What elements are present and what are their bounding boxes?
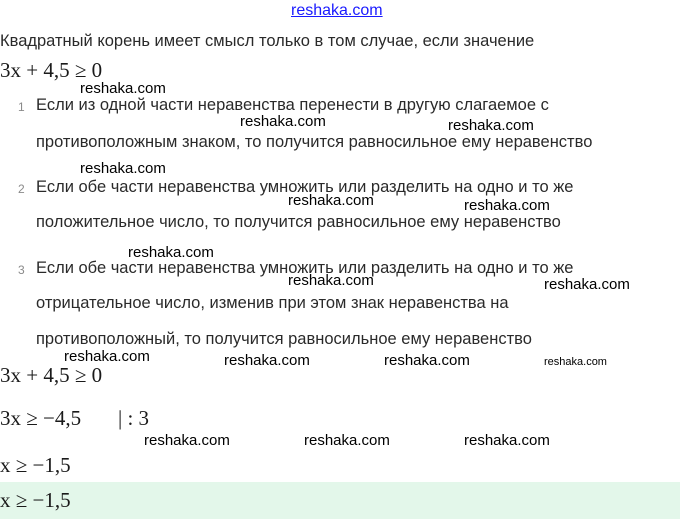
rule-line: Если из одной части неравенства перенести в другую слагаемое с [36, 96, 549, 114]
rule-line: противоположным знаком, то получится равносильное ему неравенство [36, 133, 593, 151]
intro-text: Квадратный корень имеет смысл только в том случае, если значение [0, 32, 535, 50]
watermark: reshaka.com [448, 117, 534, 134]
answer-box [0, 482, 680, 519]
rule-number: 2 [18, 182, 25, 196]
watermark: reshaka.com [464, 197, 550, 214]
rule-line: положительное число, то получится равносильное ему неравенство [36, 213, 561, 231]
site-link[interactable]: reshaka.com [291, 2, 383, 19]
watermark: reshaka.com [80, 80, 166, 97]
math-step-2: 3x ≥ −4,5 [0, 406, 82, 430]
rule-line: Если обе части неравенства умножить или разделить на одно и то же [36, 178, 574, 196]
answer-expression: x ≥ −1,5 [0, 488, 71, 512]
math-step-1: 3x + 4,5 ≥ 0 [0, 363, 103, 387]
rule-number: 3 [18, 263, 25, 277]
watermark: reshaka.com [288, 192, 374, 209]
watermark: reshaka.com [304, 432, 390, 449]
watermark: reshaka.com [80, 160, 166, 177]
watermark: reshaka.com [464, 432, 550, 449]
rule-line: Если обе части неравенства умножить или разделить на одно и то же [36, 259, 574, 277]
watermark: reshaka.com [144, 432, 230, 449]
watermark: reshaka.com [128, 244, 214, 261]
rule-number: 1 [18, 100, 25, 114]
math-expression-condition: 3x + 4,5 ≥ 0 [0, 58, 103, 82]
rule-line: отрицательное число, изменив при этом знак неравенства на [36, 294, 509, 312]
watermark: reshaka.com [240, 113, 326, 130]
math-step-3: x ≥ −1,5 [0, 453, 71, 477]
math-step-2-divide: | : 3 [118, 406, 150, 430]
watermark: reshaka.com [64, 348, 150, 365]
watermark: reshaka.com [384, 352, 470, 369]
watermark: reshaka.com [288, 272, 374, 289]
watermark: reshaka.com [224, 352, 310, 369]
watermark: reshaka.com [544, 276, 630, 293]
rule-line: противоположный, то получится равносильное ему неравенство [36, 330, 532, 348]
watermark: reshaka.com [544, 356, 607, 368]
